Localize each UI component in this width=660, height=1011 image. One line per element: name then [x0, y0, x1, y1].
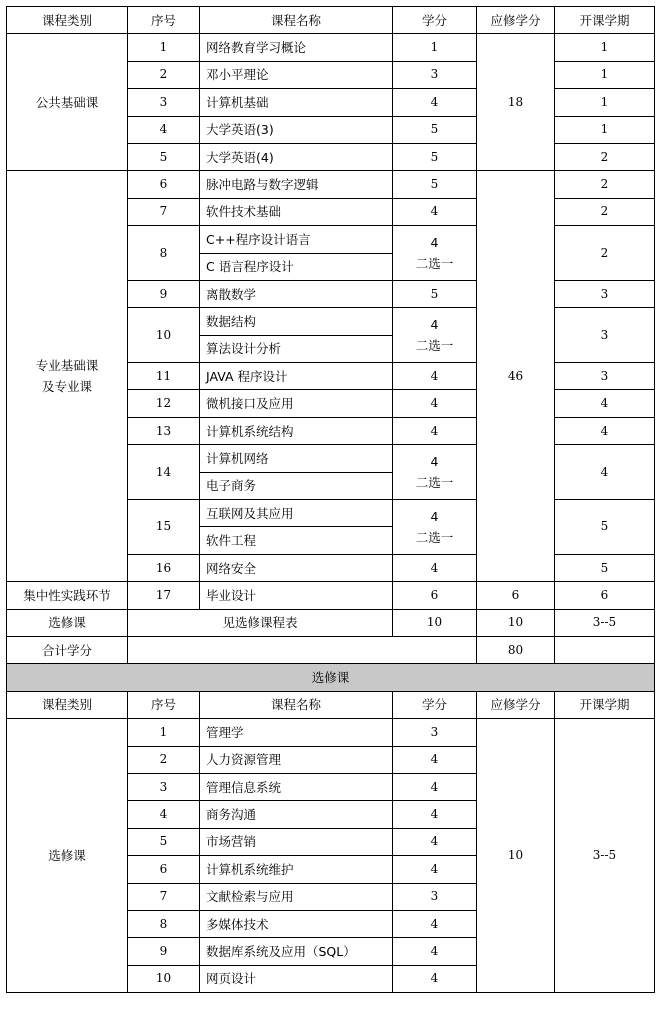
- course-name-cell: 邓小平理论: [200, 61, 393, 88]
- category-major-line2: 及专业课: [41, 379, 92, 395]
- credits-choice-cell-line1: 4: [430, 317, 439, 333]
- semester-cell: 4: [555, 445, 655, 500]
- seq-cell: 1: [128, 34, 200, 61]
- semester-cell: 3: [555, 308, 655, 363]
- course-name-cell: 算法设计分析: [200, 335, 393, 362]
- credits-cell: 5: [393, 116, 477, 143]
- credits-cell: 4: [393, 390, 477, 417]
- header-category: 课程类别: [7, 7, 128, 34]
- credits-choice-cell-line2: 二选一: [415, 529, 454, 545]
- credits-choice-cell: [393, 500, 477, 555]
- total-blank-semester: [555, 636, 655, 663]
- seq-cell: 1: [128, 719, 200, 746]
- course-name-cell: 管理信息系统: [200, 773, 393, 800]
- course-name-cell: 管理学: [200, 719, 393, 746]
- course-name-cell: 网络安全: [200, 554, 393, 581]
- credits-cell: 4: [393, 773, 477, 800]
- seq-cell: 2: [128, 61, 200, 88]
- seq-cell: 16: [128, 554, 200, 581]
- seq-cell: 3: [128, 89, 200, 116]
- credits-cell: 4: [393, 363, 477, 390]
- seq-cell: 17: [128, 582, 200, 609]
- credits-cell: 4: [393, 198, 477, 225]
- credits-cell: 4: [393, 938, 477, 965]
- header-semester: 开课学期: [555, 7, 655, 34]
- course-name-cell: 计算机网络: [200, 445, 393, 472]
- total-label: 合计学分: [7, 636, 128, 663]
- course-name-cell: 商务沟通: [200, 801, 393, 828]
- credits-cell: 10: [393, 609, 477, 636]
- credits-cell: 4: [393, 856, 477, 883]
- category-practice: 集中性实践环节: [7, 582, 128, 609]
- credits-choice-cell-line2: 二选一: [415, 256, 454, 272]
- semester-cell: 5: [555, 554, 655, 581]
- elective-section-title: 选修课: [7, 664, 655, 691]
- table-row: [7, 171, 655, 198]
- semester-cell: 3: [555, 363, 655, 390]
- course-name-cell: 大学英语(4): [200, 143, 393, 170]
- credits-cell: 4: [393, 746, 477, 773]
- course-name-cell: 毕业设计: [200, 582, 393, 609]
- category-elective-section: 选修课: [7, 719, 128, 993]
- credits-cell: 3: [393, 719, 477, 746]
- total-value: 80: [477, 636, 555, 663]
- seq-cell: 5: [128, 143, 200, 170]
- seq-cell: 11: [128, 363, 200, 390]
- header-category: 课程类别: [7, 691, 128, 718]
- semester-cell: 2: [555, 143, 655, 170]
- credits-cell: 4: [393, 417, 477, 444]
- table-row: [7, 7, 655, 34]
- header-seq: 序号: [128, 691, 200, 718]
- credits-choice-cell-line1: 4: [430, 508, 439, 524]
- course-name-cell: 网络教育学习概论: [200, 34, 393, 61]
- course-name-cell: 多媒体技术: [200, 910, 393, 937]
- seq-cell: 7: [128, 883, 200, 910]
- semester-cell: 3--5: [555, 609, 655, 636]
- seq-cell: 6: [128, 856, 200, 883]
- seq-cell: 3: [128, 773, 200, 800]
- course-name-cell: 软件工程: [200, 527, 393, 554]
- header-course-name: 课程名称: [200, 7, 393, 34]
- credits-choice-cell-line2: 二选一: [415, 475, 454, 491]
- header-credits: 学分: [393, 691, 477, 718]
- credits-cell: 4: [393, 910, 477, 937]
- category-public-basic: 公共基础课: [7, 34, 128, 171]
- total-blank: [128, 636, 477, 663]
- semester-elective-section: 3--5: [555, 719, 655, 993]
- credits-cell: 5: [393, 280, 477, 307]
- seq-cell: 9: [128, 280, 200, 307]
- course-name-cell: 网页设计: [200, 965, 393, 992]
- course-name-cell: 软件技术基础: [200, 198, 393, 225]
- table-row: [7, 719, 655, 746]
- seq-cell: 6: [128, 171, 200, 198]
- course-name-cell: 离散数学: [200, 280, 393, 307]
- header-course-name: 课程名称: [200, 691, 393, 718]
- required-credits-elective: 10: [477, 609, 555, 636]
- course-name-cell: 大学英语(3): [200, 116, 393, 143]
- required-credits-practice: 6: [477, 582, 555, 609]
- seq-cell: 14: [128, 445, 200, 500]
- credits-cell: 4: [393, 801, 477, 828]
- course-name-cell: 市场营销: [200, 828, 393, 855]
- credits-choice-cell-line2: 二选一: [415, 338, 454, 354]
- seq-cell: 15: [128, 500, 200, 555]
- header-seq: 序号: [128, 7, 200, 34]
- course-name-cell: C++程序设计语言: [200, 226, 393, 253]
- credits-cell: 6: [393, 582, 477, 609]
- semester-cell: 4: [555, 417, 655, 444]
- course-name-cell: 计算机基础: [200, 89, 393, 116]
- semester-cell: 5: [555, 500, 655, 555]
- semester-cell: 1: [555, 116, 655, 143]
- credits-cell: 5: [393, 171, 477, 198]
- curriculum-table: [6, 6, 655, 993]
- required-credits-elective-section: 10: [477, 719, 555, 993]
- credits-cell: 3: [393, 883, 477, 910]
- course-name-cell: 电子商务: [200, 472, 393, 499]
- header-required-credits: 应修学分: [477, 691, 555, 718]
- seq-cell: 12: [128, 390, 200, 417]
- table-row: [7, 691, 655, 718]
- seq-cell: 8: [128, 226, 200, 281]
- credits-cell: 5: [393, 143, 477, 170]
- credits-cell: 4: [393, 828, 477, 855]
- course-name-cell: 脉冲电路与数字逻辑: [200, 171, 393, 198]
- required-credits-major: 46: [477, 171, 555, 582]
- course-name-cell: C 语言程序设计: [200, 253, 393, 280]
- header-credits: 学分: [393, 7, 477, 34]
- credits-cell: 4: [393, 965, 477, 992]
- table-row: [7, 664, 655, 691]
- semester-cell: 4: [555, 390, 655, 417]
- credits-choice-cell: [393, 308, 477, 363]
- semester-cell: 2: [555, 226, 655, 281]
- course-name-cell: 计算机系统维护: [200, 856, 393, 883]
- seq-cell: 13: [128, 417, 200, 444]
- course-name-cell: 数据库系统及应用（SQL）: [200, 938, 393, 965]
- seq-cell: 7: [128, 198, 200, 225]
- table-row: [7, 582, 655, 609]
- required-credits-public: 18: [477, 34, 555, 171]
- course-name-cell: 数据结构: [200, 308, 393, 335]
- credits-choice-cell-line1: 4: [430, 454, 439, 470]
- seq-cell: 8: [128, 910, 200, 937]
- semester-cell: 6: [555, 582, 655, 609]
- semester-cell: 2: [555, 198, 655, 225]
- seq-cell: 2: [128, 746, 200, 773]
- credits-cell: 1: [393, 34, 477, 61]
- category-major-line1: 专业基础课: [35, 358, 99, 374]
- table-row: [7, 609, 655, 636]
- course-name-cell: JAVA 程序设计: [200, 363, 393, 390]
- elective-note: 见选修课程表: [128, 609, 393, 636]
- semester-cell: 3: [555, 280, 655, 307]
- semester-cell: 1: [555, 89, 655, 116]
- seq-cell: 4: [128, 116, 200, 143]
- category-major: [7, 171, 128, 582]
- course-name-cell: 微机接口及应用: [200, 390, 393, 417]
- credits-choice-cell: [393, 226, 477, 281]
- semester-cell: 1: [555, 34, 655, 61]
- course-name-cell: 计算机系统结构: [200, 417, 393, 444]
- course-name-cell: 文献检索与应用: [200, 883, 393, 910]
- seq-cell: 10: [128, 308, 200, 363]
- semester-cell: 2: [555, 171, 655, 198]
- table-row: [7, 636, 655, 663]
- course-name-cell: 互联网及其应用: [200, 500, 393, 527]
- category-elective: 选修课: [7, 609, 128, 636]
- semester-cell: 1: [555, 61, 655, 88]
- header-required-credits: 应修学分: [477, 7, 555, 34]
- seq-cell: 5: [128, 828, 200, 855]
- header-semester: 开课学期: [555, 691, 655, 718]
- course-name-cell: 人力资源管理: [200, 746, 393, 773]
- credits-cell: 4: [393, 554, 477, 581]
- credits-choice-cell-line1: 4: [430, 235, 439, 251]
- seq-cell: 4: [128, 801, 200, 828]
- credits-choice-cell: [393, 445, 477, 500]
- credits-cell: 3: [393, 61, 477, 88]
- seq-cell: 10: [128, 965, 200, 992]
- table-row: [7, 34, 655, 61]
- seq-cell: 9: [128, 938, 200, 965]
- credits-cell: 4: [393, 89, 477, 116]
